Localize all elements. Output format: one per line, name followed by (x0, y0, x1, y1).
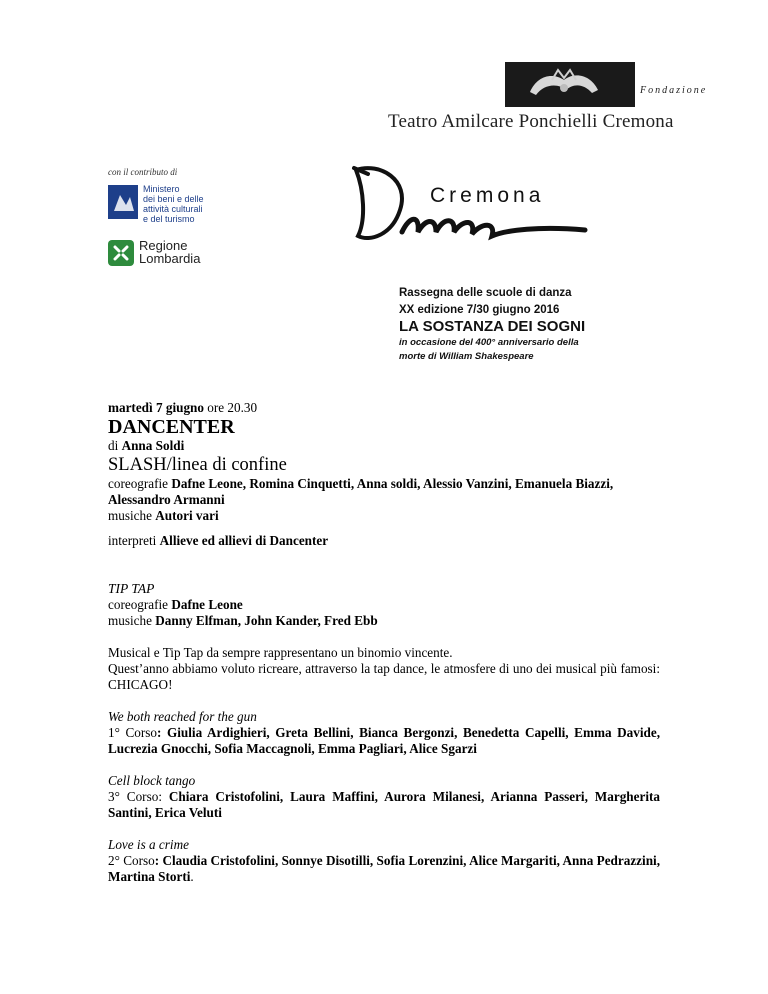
piece-dancers: 1° Corso: Giulia Ardighieri, Greta Bellini, Bianca Bergonzi, Benedetta Capelli, Emma Davide, Lucrezia Gnocchi, Sofia Maccagnoli, Emma Pagliari, Alice Sgarzi (108, 725, 660, 756)
edizione-line: XX edizione 7/30 giugno 2016 (399, 304, 560, 316)
tiptap-choreography: coreografie Dafne Leone (108, 597, 243, 612)
school-name: DANCENTER (108, 416, 235, 438)
music-credits: musiche Autori vari (108, 508, 219, 523)
contributo-label: con il contributo di (108, 167, 178, 177)
show-title: SLASH/linea di confine (108, 455, 287, 475)
festival-title: LA SOSTANZA DEI SOGNI (399, 318, 586, 335)
ministero-label: Ministero dei beni e delle attività culturali e del turismo (143, 184, 204, 224)
piece-dancers: 2° Corso: Claudia Cristofolini, Sonnye Disotilli, Sofia Lorenzini, Alice Margariti, Anna Pedrazzini, Martina Storti. (108, 853, 660, 884)
rassegna-line: Rassegna delle scuole di danza (399, 287, 572, 299)
school-director: di Anna Soldi (108, 438, 185, 453)
event-date: martedì 7 giugno ore 20.30 (108, 400, 258, 415)
regione-lombardia-logo-icon (108, 240, 134, 266)
piece-title: We both reached for the gun (108, 709, 257, 724)
theatre-emblem-icon (522, 66, 607, 102)
cremona-logo-text: Cremona (430, 184, 545, 207)
choreography-credits: coreografie Dafne Leone, Romina Cinquetti, Anna soldi, Alessio Vanzini, Emanuela Biazzi, Alessandro Armanni (108, 476, 614, 507)
tiptap-music: musiche Danny Elfman, John Kander, Fred Ebb (108, 613, 378, 628)
tiptap-description-2: Quest’anno abbiamo voluto ricreare, attraverso la tap dance, le atmosfere di uno dei musical più famosi: CHICAGO! (108, 661, 660, 692)
tiptap-title: TIP TAP (108, 581, 155, 596)
occasione-line-2: morte di William Shakespeare (399, 351, 534, 362)
piece-title: Love is a crime (108, 837, 189, 852)
danza-logo (340, 160, 590, 260)
tiptap-description-1: Musical e Tip Tap da sempre rappresentano un binomio vincente. (108, 645, 453, 660)
program-content (108, 400, 660, 885)
occasione-line-1: in occasione del 400° anniversario della (399, 337, 579, 348)
piece-title: Cell block tango (108, 773, 196, 788)
piece-dancers: 3° Corso: Chiara Cristofolini, Laura Maffini, Aurora Milanesi, Arianna Passeri, Margherita Santini, Erica Veluti (108, 789, 660, 820)
regione-lombardia-label: Regione Lombardia (139, 238, 201, 266)
performers-credits: interpreti Allieve ed allievi di Dancenter (108, 533, 329, 548)
mibac-logo-icon (108, 185, 138, 219)
teatro-name: Teatro Amilcare Ponchielli Cremona (388, 111, 674, 132)
fondazione-label: Fondazione (640, 85, 708, 96)
